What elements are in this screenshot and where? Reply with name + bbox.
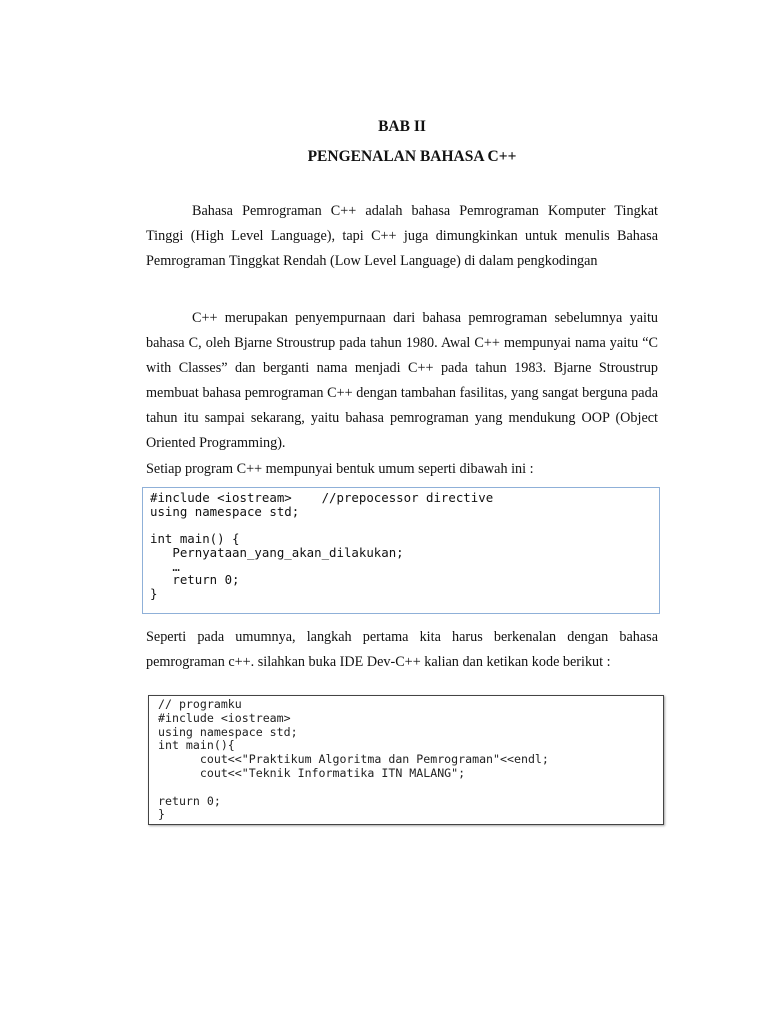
- general-form-code: #include <iostream> //prepocessor directive using namespace std; int main() { Pernyataan_yang_akan_dilakukan; … return 0; }: [150, 490, 494, 601]
- history-paragraph: C++ merupakan penyempurnaan dari bahasa pemrograman sebelumnya yaitu bahasa C, oleh Bjarne Stroustrup pada tahun 1980. Awal C++ mempunyai nama yaitu “C with Classes” dan berganti nama menjadi C++ pada tahun 1983. Bjarne Stroustrup membuat bahasa pemrograman C++ dengan tambahan fasilitas, yang sangat berguna pada tahun itu sampai sekarang, yaitu bahasa pemrograman yang mendukung OOP (Object Oriented Programming).: [146, 310, 658, 451]
- intro-paragraph: Bahasa Pemrograman C++ adalah bahasa Pemrograman Komputer Tingkat Tinggi (High Level Language), tapi C++ juga dimungkinkan untuk menulis Bahasa Pemrograman Tinggkat Rendah (Low Level Language) di dalam pengkodingan: [146, 203, 658, 269]
- general-form-intro: Setiap program C++ mempunyai bentuk umum seperti dibawah ini :: [146, 461, 534, 477]
- example-code: // programku #include <iostream> using namespace std; int main(){ cout<<"Praktikum Algoritma dan Pemrograman"<<endl; cout<<"Teknik Informatika ITN MALANG"; return 0; }: [158, 697, 549, 822]
- instruction-paragraph: Seperti pada umumnya, langkah pertama kita harus berkenalan dengan bahasa pemrograman c++. silahkan buka IDE Dev-C++ kalian dan ketikan kode berikut :: [146, 629, 658, 670]
- chapter-title: PENGENALAN BAHASA C++: [307, 148, 517, 165]
- general-form-code-block: [142, 487, 660, 614]
- example-code-screenshot: [148, 695, 664, 825]
- chapter-heading: BAB II: [378, 118, 426, 135]
